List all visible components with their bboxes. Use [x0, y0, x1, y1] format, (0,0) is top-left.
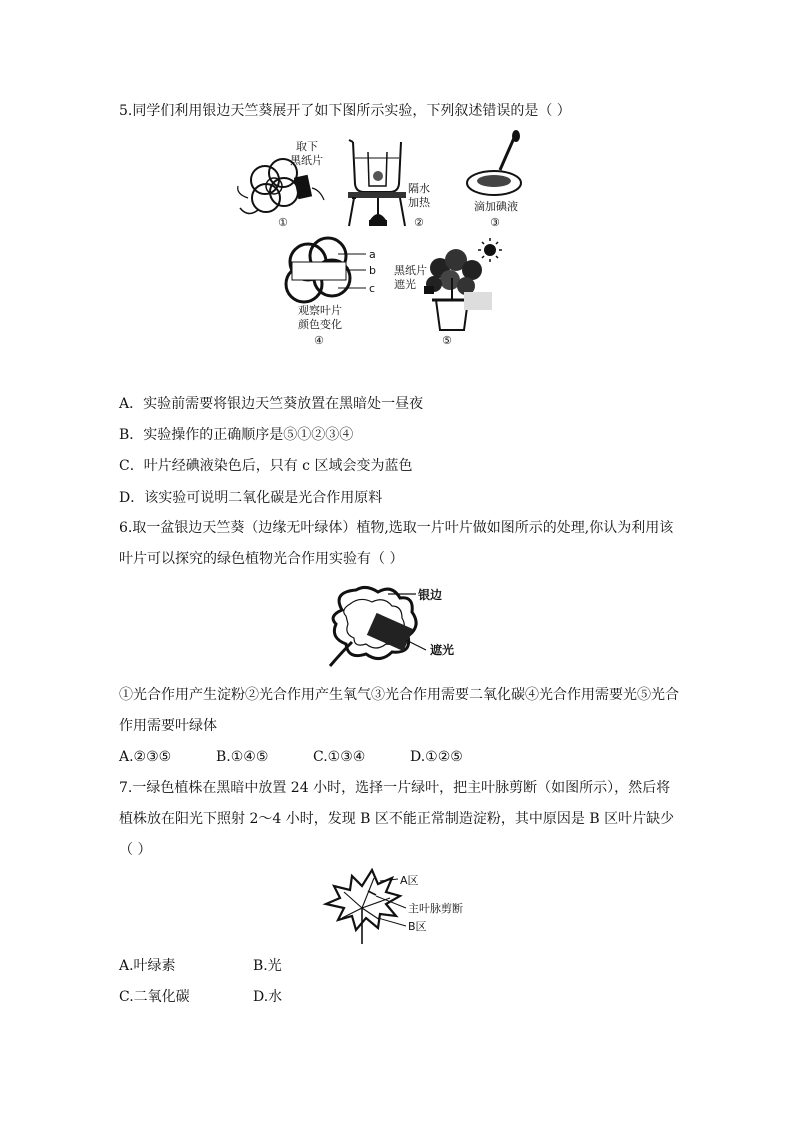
q7-stem-line2: 植株放在阳光下照射 2～4 小时，发现 B 区不能正常制造淀粉，其中原因是 B 区叶片缺少 — [119, 811, 675, 827]
label-silver-edge: 银边 — [418, 588, 443, 602]
step1-label-2: 黑纸片 — [290, 154, 323, 167]
step3-label: 滴加碘液 — [474, 200, 518, 213]
step1-black-paper-icon — [294, 175, 324, 200]
q5-option-c: C．叶片经碘液染色后，只有 c 区域会变为蓝色 — [119, 458, 413, 474]
step4-label-2: 颜色变化 — [298, 318, 342, 331]
region-b: b — [369, 264, 376, 277]
shade-paper-icon — [367, 613, 413, 651]
maple-leaf-icon — [326, 870, 400, 944]
q6-leaf-figure — [322, 582, 472, 668]
q7-stem-line1: 7.一绿色植株在黑暗中放置 24 小时，选择一片绿叶，把主叶脉剪断（如图所示），然后将 — [119, 780, 671, 796]
q6-option-d: D.①②⑤ — [410, 749, 463, 765]
step1-label-1: 取下 — [296, 140, 318, 153]
step5-potted-plant-icon — [424, 249, 492, 330]
q7-option-a: A.叶绿素 — [119, 958, 176, 974]
q5-stem: 5.同学们利用银边天竺葵展开了如下图所示实验，下列叙述错误的是（ ） — [119, 103, 571, 119]
q7-option-c: C.二氧化碳 — [119, 989, 190, 1005]
q5-option-d: D．该实验可说明二氧化碳是光合作用原料 — [119, 490, 383, 506]
q6-statements-line1: ①光合作用产生淀粉②光合作用产生氧气③光合作用需要二氧化碳④光合作用需要光⑤光合 — [119, 687, 679, 703]
step1-leaf-icon — [238, 159, 298, 214]
step4-number: ④ — [314, 334, 324, 347]
step5-label-2: 遮光 — [394, 278, 416, 291]
step2-label-2: 加热 — [408, 196, 430, 209]
region-c: c — [369, 282, 376, 295]
q7-option-b: B.光 — [253, 958, 282, 974]
step5-number: ⑤ — [442, 334, 452, 347]
step3-number: ③ — [490, 216, 500, 229]
step4-label-1: 观察叶片 — [298, 304, 342, 317]
step4-leaf-icon — [286, 238, 366, 302]
label-shade: 遮光 — [430, 643, 455, 657]
step2-label-1: 隔水 — [408, 182, 430, 195]
sun-icon — [478, 238, 502, 262]
label-vein-cut: 主叶脉剪断 — [408, 902, 463, 915]
q6-option-b: B.①④⑤ — [216, 749, 269, 765]
step3-petri-dish-icon — [467, 130, 521, 195]
label-region-b: B区 — [408, 920, 427, 933]
step5-label-1: 黑纸片 — [394, 264, 427, 277]
q5-option-a: A．实验前需要将银边天竺葵放置在黑暗处一昼夜 — [119, 396, 424, 412]
step2-water-bath-icon — [348, 140, 406, 226]
q6-option-c: C.①③④ — [313, 749, 366, 765]
q7-leaf-figure — [322, 868, 482, 948]
label-region-a: A区 — [400, 874, 419, 887]
q5-experiment-figure — [228, 128, 558, 350]
q6-stem-line1: 6.取一盆银边天竺葵（边缘无叶绿体）植物,选取一片叶片做如图所示的处理,你认为利用该 — [119, 520, 674, 536]
q5-option-b: B．实验操作的正确顺序是⑤①②③④ — [119, 427, 354, 443]
q7-stem-line3: （ ） — [119, 842, 152, 858]
q6-option-a: A.②③⑤ — [119, 749, 172, 765]
step1-number: ① — [278, 216, 288, 229]
region-a: a — [369, 248, 376, 261]
q7-option-d: D.水 — [253, 989, 283, 1005]
step2-number: ② — [414, 216, 424, 229]
q6-stem-line2: 叶片可以探究的绿色植物光合作用实验有（ ） — [119, 551, 404, 567]
q6-statements-line2: 作用需要叶绿体 — [119, 718, 217, 734]
